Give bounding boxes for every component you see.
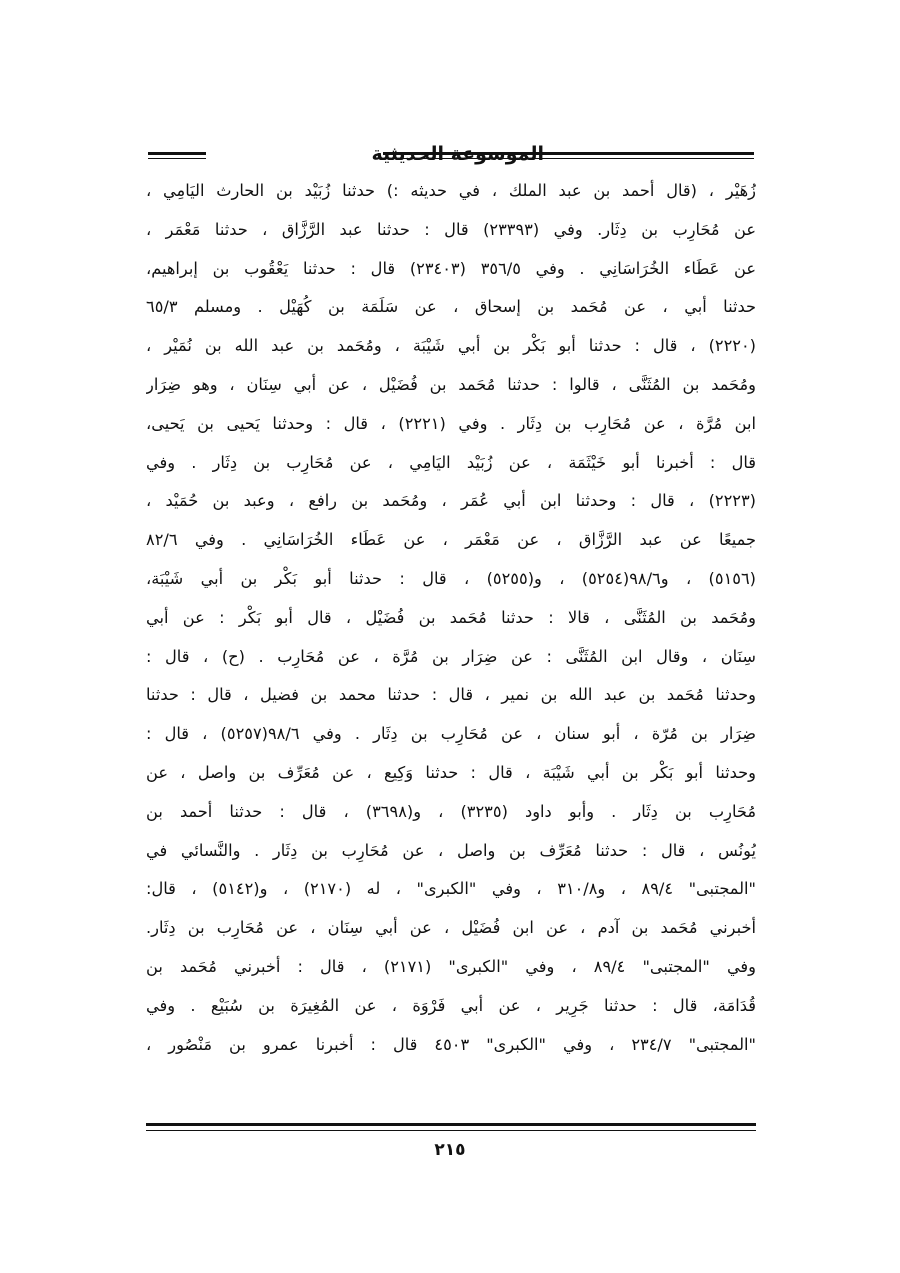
text-line: عن مُحَارِب بن دِثَار. وفي (٢٣٣٩٣) قال : حدثنا عبد الرَّزَّاق ، حدثنا مَعْمَر ، <box>146 219 756 239</box>
text-line: حدثنا أبي ، عن مُحَمد بن إسحاق ، عن سَلَمَة بن كُهَيْل . ومسلم ٦٥/٣ <box>146 297 756 317</box>
text-line: ضِرَار بن مُرّة ، أبو سنان ، عن مُحَارِب بن دِثَار . وفي ٩٨/٦(٥٢٥٧) ، قال : <box>146 724 756 744</box>
text-line: وفي "المجتبى" ٨٩/٤ ، وفي "الكبرى" (٢١٧١) ، قال : أخبرني مُحَمد بن <box>146 956 756 976</box>
header-rule-right <box>383 152 754 159</box>
body-text <box>146 172 756 1064</box>
text-line: (٢٢٢٣) ، قال : وحدثنا ابن أبي عُمَر ، ومُحَمد بن رافع ، وعبد بن حُمَيْد ، <box>146 491 756 511</box>
text-line: (٥١٥٦) ، و٩٨/٦(٥٢٥٤) ، و(٥٢٥٥) ، قال : حدثنا أبو بَكْر بن أبي شَيْبَة، <box>146 568 756 588</box>
text-line: قُدَامَة، قال : حدثنا جَرِير ، عن أبي فَرْوَة ، عن المُغِيرَة بن سُبَيْع . وفي <box>146 995 756 1015</box>
running-header <box>148 139 754 173</box>
text-line: يُونُس ، قال : حدثنا مُعَرِّف بن واصل ، عن مُحَارِب بن دِثَار . والنَّسائي في <box>146 840 756 860</box>
footer-rule <box>146 1123 756 1131</box>
text-line: جميعًا عن عبد الرَّزَّاق ، عن مَعْمَر ، عن عَطَاء الخُرَاسَانِي . وفي ٨٢/٦ <box>146 530 756 550</box>
text-line: وحدثنا مُحَمد بن عبد الله بن نمير ، قال : حدثنا محمد بن فضيل ، قال : حدثنا <box>146 685 756 705</box>
text-line: زُهَيْر ، (قال أحمد بن عبد الملك ، في حديثه :) حدثنا زُبَيْد بن الحارث اليَامِي ، <box>146 181 756 200</box>
text-line: مُحَارِب بن دِثَار . وأبو داود (٣٢٣٥) ، و(٣٦٩٨) ، قال : حدثنا أحمد بن <box>146 801 756 821</box>
text-line: ابن مُرَّة ، عن مُحَارِب بن دِثَار . وفي (٢٢٢١) ، قال : وحدثنا يَحيى بن يَحيى، <box>146 413 756 433</box>
text-line: قال : أخبرنا أبو خَيْثَمَة ، عن زُبَيْد اليَامِي ، عن مُحَارِب بن دِثَار . وفي <box>146 452 756 472</box>
page-number: ٢١٥ <box>434 1140 466 1160</box>
text-line: عن عَطَاء الخُرَاسَانِي . وفي ٣٥٦/٥ (٢٣٤٠٣) قال : حدثنا يَعْقُوب بن إبراهيم، <box>146 258 756 278</box>
text-line: سِنَان ، وقال ابن المُثَنَّى : عن ضِرَار بن مُرَّة ، عن مُحَارِب . (ح) ، قال : <box>146 646 756 666</box>
text-line: ومُحَمد بن المُثَنَّى ، قالا : حدثنا مُحَمد بن فُضَيْل ، قال أبو بَكْر : عن أبي <box>146 607 756 627</box>
text-line: "المجتبى" ٨٩/٤ ، و٣١٠/٨ ، وفي "الكبرى" ، له (٢١٧٠) ، و(٥١٤٢) ، قال: <box>146 879 756 899</box>
footer-rule-thick <box>146 1123 756 1126</box>
text-line: ومُحَمد بن المُثَنَّى ، قالوا : حدثنا مُحَمد بن فُضَيْل ، عن أبي سِنَان ، وهو ضِرَار <box>146 374 756 394</box>
footer-rule-thin <box>146 1130 756 1131</box>
header-rule-left <box>148 152 206 159</box>
page-title: الموسوعة الحديثية <box>371 143 544 165</box>
text-line: وحدثنا أبو بَكْر بن أبي شَيْبَة ، قال : حدثنا وَكِيع ، عن مُعَرِّف بن واصل ، عن <box>146 762 756 782</box>
text-line: (٢٢٢٠) ، قال : حدثنا أبو بَكْر بن أبي شَيْبَة ، ومُحَمد بن عبد الله بن نُمَيْر ، <box>146 336 756 356</box>
text-line: "المجتبى" ٢٣٤/٧ ، وفي "الكبرى" ٤٥٠٣ قال : أخبرنا عمرو بن مَنْصُور ، <box>146 1034 756 1054</box>
text-line: أخبرني مُحَمد بن آدم ، عن ابن فُضَيْل ، عن أبي سِنَان ، عن مُحَارِب بن دِثَار. <box>146 918 756 938</box>
